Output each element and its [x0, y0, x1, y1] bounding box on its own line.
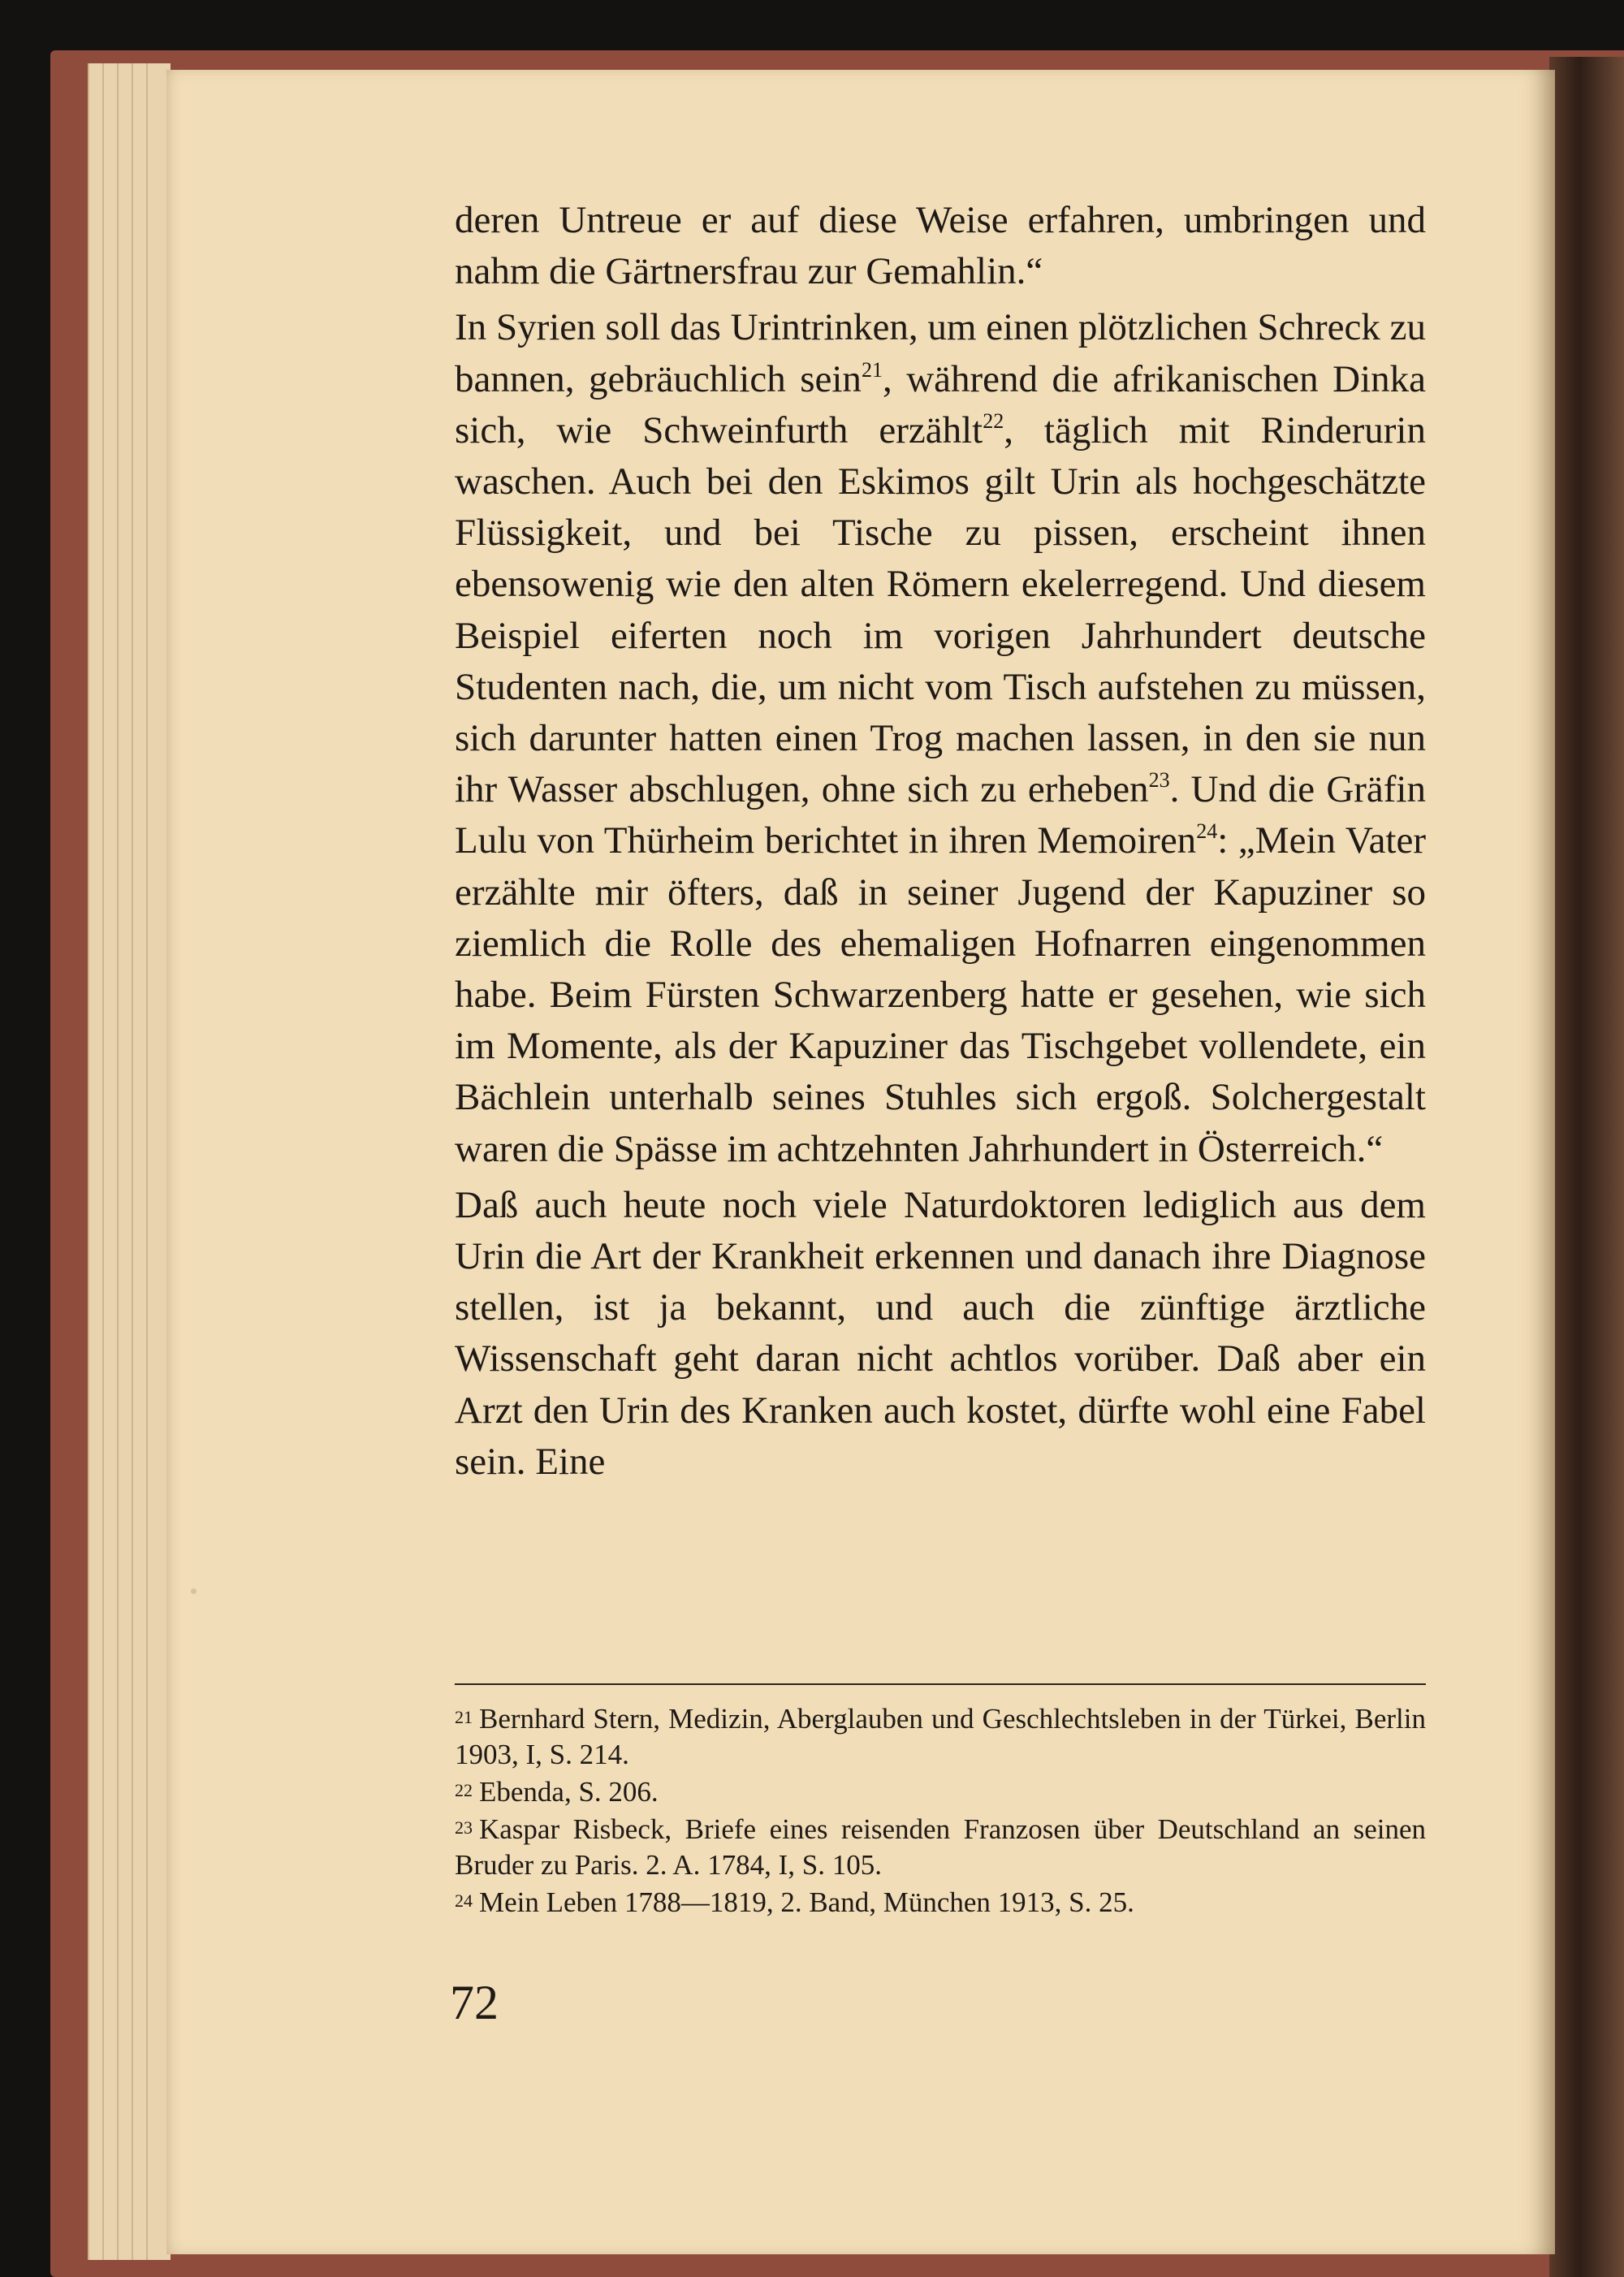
text-run: : „Mein Vater erzählte mir öfters, daß in seiner Jugend der Kapuziner so ziemlich die Rolle des ehemaligen Hofnarren eingenommen habe. Beim Fürsten Schwarzenberg hatte er gesehen, wie sich im Momente, als der Kapuziner das Tischgebet vollendete, ein Bächlein unterhalb seines Stuhles sich ergoß. Solchergestalt waren die Spässe im achtzehnten Jahrhundert in Österreich.“ [455, 819, 1426, 1170]
footnote-text: Ebenda, S. 206. [479, 1776, 659, 1808]
footnote-number: 22 [455, 1780, 473, 1800]
body-text [455, 195, 1426, 1488]
footnote-reference: 22 [983, 408, 1004, 433]
paragraph [455, 302, 1426, 1174]
footnote [455, 1700, 1426, 1773]
footnote-number: 21 [455, 1707, 473, 1727]
paragraph [455, 1180, 1426, 1488]
footnote-number: 23 [455, 1817, 473, 1838]
footnote-text: Mein Leben 1788—1819, 2. Band, München 1913, S. 25. [479, 1886, 1134, 1918]
footnotes [455, 1700, 1426, 1921]
text-run: In Syrien soll das Urintrinken, um einen plötzlichen Schreck zu bannen, gebräuchlich sein [455, 306, 1426, 400]
footnote-number: 24 [455, 1890, 473, 1911]
footnote [455, 1883, 1426, 1921]
footnote-text: Bernhard Stern, Medizin, Aberglauben und Geschlechtsleben in der Türkei, Berlin 1903, I, S. 214. [455, 1703, 1426, 1770]
footnote-text: Kaspar Risbeck, Briefe eines reisenden Franzosen über Deutschland an seinen Bruder zu Paris. 2. A. 1784, I, S. 105. [455, 1813, 1426, 1881]
text-run: , täglich mit Rinderurin waschen. Auch bei den Eskimos gilt Urin als hochgeschätzte Flüssigkeit, und bei Tische zu pissen, erscheint ihnen ebensowenig wie den alten Römern ekelerregend. Und diesem Beispiel eiferten noch im vorigen Jahrhundert deutsche Studenten nach, die, um nicht vom Tisch aufstehen zu müssen, sich darunter hatten einen Trog machen lassen, in den sie nun ihr Wasser abschlugen, ohne sich zu erheben [455, 408, 1426, 811]
paragraph [455, 195, 1426, 297]
footnote [455, 1773, 1426, 1810]
footnote-reference: 24 [1196, 819, 1218, 844]
footnote-rule [455, 1683, 1426, 1685]
footnote [455, 1810, 1426, 1883]
book-gutter [1549, 57, 1624, 2277]
text-run: . Und die Gräfin Lulu von Thürheim berichtet in ihren Memoiren [455, 768, 1426, 862]
text-run: deren Untreue er auf diese Weise erfahren, umbringen und nahm die Gärtnersfrau zur Gemahlin.“ [455, 199, 1426, 293]
paper-speck [191, 1588, 197, 1594]
page-number: 72 [450, 1976, 499, 2029]
footnote-reference: 21 [861, 357, 883, 382]
text-run: , während die afrikanischen Dinka sich, wie Schweinfurth erzählt [455, 357, 1426, 452]
footnote-reference: 23 [1148, 768, 1170, 793]
text-run: Daß auch heute noch viele Naturdoktoren lediglich aus dem Urin die Art der Krankheit erkennen und danach ihre Diagnose stellen, ist ja bekannt, und auch die zünftige ärztliche Wissenschaft geht daran nicht achtlos vorüber. Daß aber ein Arzt den Urin des Kranken auch kostet, dürfte wohl eine Fabel sein. Eine [455, 1183, 1426, 1483]
